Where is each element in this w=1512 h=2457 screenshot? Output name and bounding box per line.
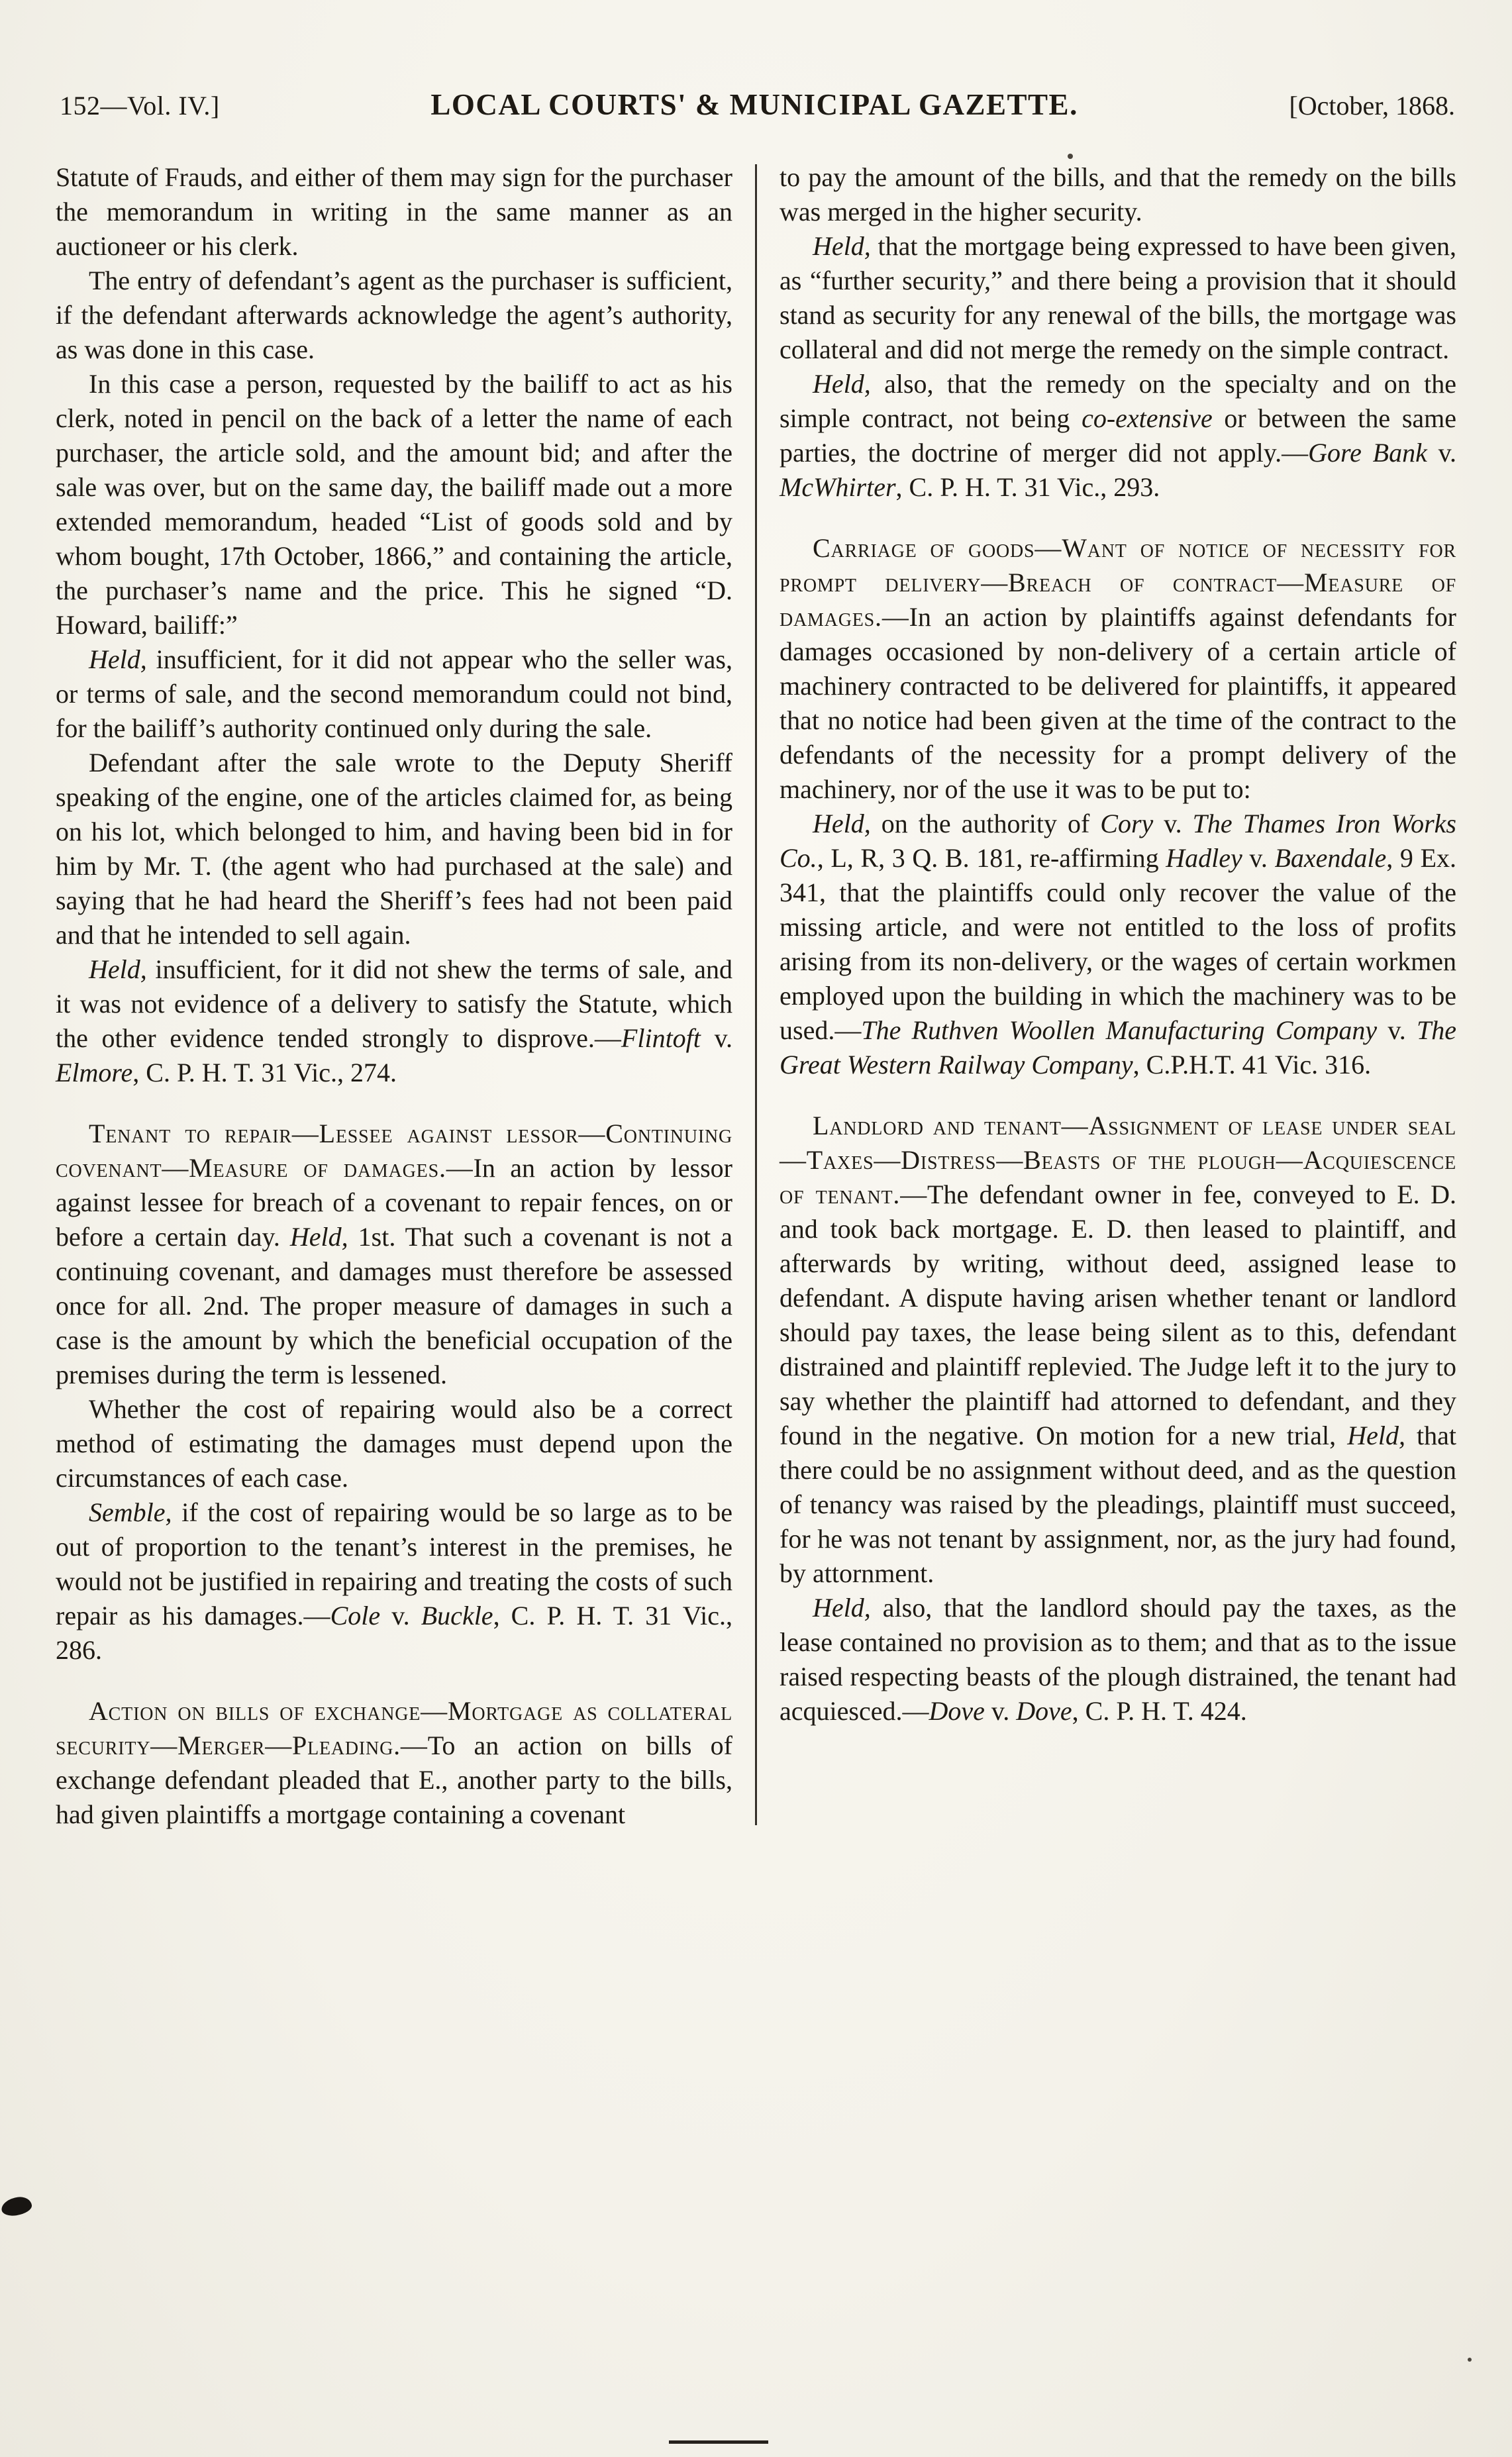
text-segment: Held, xyxy=(289,1222,348,1252)
text-segment: Cory xyxy=(1100,809,1154,838)
text-segment: co-extensive xyxy=(1082,403,1213,433)
text-segment: , C. P. H. T. 424. xyxy=(1072,1696,1247,1726)
text-segment: v. xyxy=(984,1696,1017,1726)
text-segment: v. xyxy=(380,1601,421,1630)
text-segment: 1st. That such a covenant is not a continuing covenant, and damages must therefore be assessed once for all. 2nd. The proper measure of damages in such a case is the amount by which the beneficial occupation of the premises during the term is lessened. xyxy=(56,1222,732,1389)
text-segment: Cole xyxy=(330,1601,381,1630)
text-segment: that the mortgage being expressed to have been given, as “further security,” and there being a provision that it should stand as security for any renewal of the bills, the mortgage was collateral and did not merge the remedy on the simple contract. xyxy=(780,231,1456,364)
text-segment: The Thames Iron Works Co. xyxy=(780,809,1456,873)
case-title-segment: Carriage of goods—Want of notice of necessity for prompt delivery—Breach of contract—Measure of damages.— xyxy=(780,533,1456,632)
text-segment: The Ruthven Woollen Manufacturing Company xyxy=(861,1015,1378,1045)
text-segment: Held, xyxy=(813,369,871,399)
scan-speck xyxy=(1468,2358,1472,2362)
text-segment: Dove xyxy=(1016,1696,1072,1726)
text-segment: or between the same parties, the doctrine of merger did not apply.— xyxy=(780,403,1457,468)
text-segment: The Great Western Railway Company xyxy=(780,1015,1457,1079)
two-column-text-block xyxy=(0,160,1512,1832)
text-segment: to pay the amount of the bills, and that the remedy on the bills was merged in the higher security. xyxy=(780,162,1456,226)
paragraph xyxy=(56,746,732,952)
text-segment: insufficient, for it did not shew the terms of sale, and it was not evidence of a delivery to satisfy the Statute, which the other evidence tended strongly to disprove.— xyxy=(56,954,732,1053)
text-segment: Hadley xyxy=(1166,843,1242,873)
bottom-ink-mark xyxy=(669,2440,768,2444)
paragraph xyxy=(56,367,732,642)
paragraph xyxy=(780,229,1456,367)
column-divider-rule xyxy=(755,164,757,1825)
text-segment: Dove xyxy=(929,1696,985,1726)
text-segment: Held, xyxy=(89,954,147,984)
text-segment: v. xyxy=(1242,843,1275,873)
text-segment: In an action by plaintiffs against defendants for damages occasioned by non-delivery of a certain article of machinery contracted to be delivered for plaintiffs, it appeared that no notice had been given at the time of the contract to the defendants of the necessity for a prompt delivery of the machinery, nor of the use it was to be put to: xyxy=(780,602,1456,804)
text-segment: Held, xyxy=(813,1593,871,1623)
text-segment: , C. P. H. T. 31 Vic., 274. xyxy=(132,1058,397,1087)
text-segment: , L, R, 3 Q. B. 181, re-affirming xyxy=(817,843,1166,873)
text-segment: Held, xyxy=(813,809,871,838)
paragraph xyxy=(780,367,1456,505)
text-segment: Flintoft xyxy=(621,1023,701,1053)
text-segment: Defendant after the sale wrote to the Deputy Sheriff speaking of the engine, one of the articles claimed for, as being on his lot, which belonged to him, and having been bid in for him by Mr. T. (the agent who had purchased at the sale) and saying that he had heard the Sheriff’s fees had not been paid and that he intended to sell again. xyxy=(56,748,732,950)
case-heading-paragraph xyxy=(780,531,1456,807)
text-segment: Gore Bank xyxy=(1308,438,1427,468)
text-segment: Whether the cost of repairing would also be a correct method of estimating the damages must depend upon the circumstances of each case. xyxy=(56,1394,732,1493)
text-segment: To an action on bills of exchange defendant pleaded that E., another party to the bills, had given plaintiffs a mortgage containing a covenant xyxy=(56,1730,732,1829)
case-title-segment: Action on bills of exchange—Mortgage as collateral security—Merger—Pleading.— xyxy=(56,1696,732,1760)
text-segment: also, that the landlord should pay the taxes, as the lease contained no provision as to them; and that as to the issue raised respecting beasts of the plough distrained, the tenant had acquiesced.— xyxy=(780,1593,1456,1726)
paragraph xyxy=(780,160,1456,229)
paragraph xyxy=(56,952,732,1090)
text-segment: if the cost of repairing would be so large as to be out of proportion to the tenant’s interest in the premises, he would not be justified in repairing and treating the costs of such repair as his damages.— xyxy=(56,1497,732,1630)
text-segment: on the authority of xyxy=(870,809,1101,838)
text-segment: The defendant owner in fee, conveyed to E. D. and took back mortgage. E. D. then leased to plaintiff, and afterwards by writing, without deed, assigned lease to defendant. A dispute having arisen whether tenant or landlord should pay taxes, the lease being silent as to this, defendant distrained and plaintiff replevied. The Judge left it to the jury to say whether the plaintiff had attorned to defendant, and they found in the negative. On motion for a new trial, xyxy=(780,1179,1456,1450)
paragraph xyxy=(780,1591,1456,1729)
text-segment: In an action by lessor against lessee for breach of a covenant to repair fences, on or before a certain day. xyxy=(56,1153,732,1252)
paragraph xyxy=(56,642,732,746)
text-segment: The entry of defendant’s agent as the purchaser is sufficient, if the defendant afterwards acknowledge the agent’s authority, as was done in this case. xyxy=(56,266,732,364)
text-column-left xyxy=(56,160,732,1832)
text-segment: v. xyxy=(1377,1015,1417,1045)
paragraph xyxy=(56,1392,732,1495)
text-segment: Elmore xyxy=(56,1058,133,1087)
text-segment: , 9 Ex. 341, that the plaintiffs could only recover the value of the missing article, and were not entitled to the loss of profits arising from its non-delivery, or the wages of certain workmen employed upon the building in which the machinery was to be used.— xyxy=(780,843,1457,1045)
text-segment: Held, xyxy=(1347,1421,1405,1450)
page-number-volume: 152—Vol. IV.] xyxy=(60,91,220,121)
text-segment: Held, xyxy=(813,231,871,261)
text-segment: Statute of Frauds, and either of them may sign for the purchaser the memorandum in writing in the same manner as an auctioneer or his clerk. xyxy=(56,162,732,261)
text-segment: , C. P. H. T. 31 Vic., 293. xyxy=(895,472,1160,502)
case-heading-paragraph xyxy=(780,1109,1456,1591)
paragraph xyxy=(56,1495,732,1668)
page-header xyxy=(0,87,1512,122)
text-segment: that there could be no assignment without deed, and as the question of tenancy was raised by the pleadings, plaintiff must succeed, for he was not tenant by assignment, nor, as the jury had found, by attornment. xyxy=(780,1421,1457,1588)
text-segment: In this case a person, requested by the bailiff to act as his clerk, noted in pencil on the back of a letter the name of each purchaser, the article sold, and the amount bid; and after the sale was over, but on the same day, the bailiff made out a more extended memorandum, headed “List of goods sold and by whom bought, 17th October, 1866,” and containing the article, the purchaser’s name and the price. This he signed “D. Howard, bailiff:” xyxy=(56,369,732,640)
case-heading-paragraph xyxy=(56,1694,732,1832)
text-segment: also, that the remedy on the specialty and on the simple contract, not being xyxy=(780,369,1456,433)
ink-blot xyxy=(0,2195,32,2217)
paragraph xyxy=(56,160,732,264)
text-segment: Semble, xyxy=(89,1497,172,1527)
gazette-title: LOCAL COURTS' & MUNICIPAL GAZETTE. xyxy=(430,88,1078,121)
issue-date: [October, 1868. xyxy=(1289,91,1455,121)
text-segment: , C. P. H. T. 31 Vic., 286. xyxy=(56,1601,733,1665)
text-segment: v. xyxy=(1153,809,1193,838)
paragraph xyxy=(780,807,1456,1082)
case-heading-paragraph xyxy=(56,1117,732,1392)
text-segment: insufficient, for it did not appear who the seller was, or terms of sale, and the second memorandum could not bind, for the bailiff’s authority continued only during the sale. xyxy=(56,644,732,743)
text-segment: , C.P.H.T. 41 Vic. 316. xyxy=(1133,1050,1372,1079)
case-title-segment: Landlord and tenant—Assignment of lease under seal—Taxes—Distress—Beasts of the plough—Acquiescence of tenant.— xyxy=(780,1111,1456,1209)
text-segment: Held, xyxy=(89,644,147,674)
text-column-right xyxy=(780,160,1456,1832)
text-segment: v. xyxy=(700,1023,732,1053)
text-segment: Buckle xyxy=(421,1601,493,1630)
text-segment: McWhirter xyxy=(780,472,896,502)
text-segment: Baxendale xyxy=(1274,843,1387,873)
case-title-segment: Tenant to repair—Lessee against lessor—Continuing covenant—Measure of damages.— xyxy=(56,1119,732,1183)
text-segment: v. xyxy=(1427,438,1456,468)
paragraph xyxy=(56,264,732,367)
scan-speck xyxy=(1068,154,1073,159)
